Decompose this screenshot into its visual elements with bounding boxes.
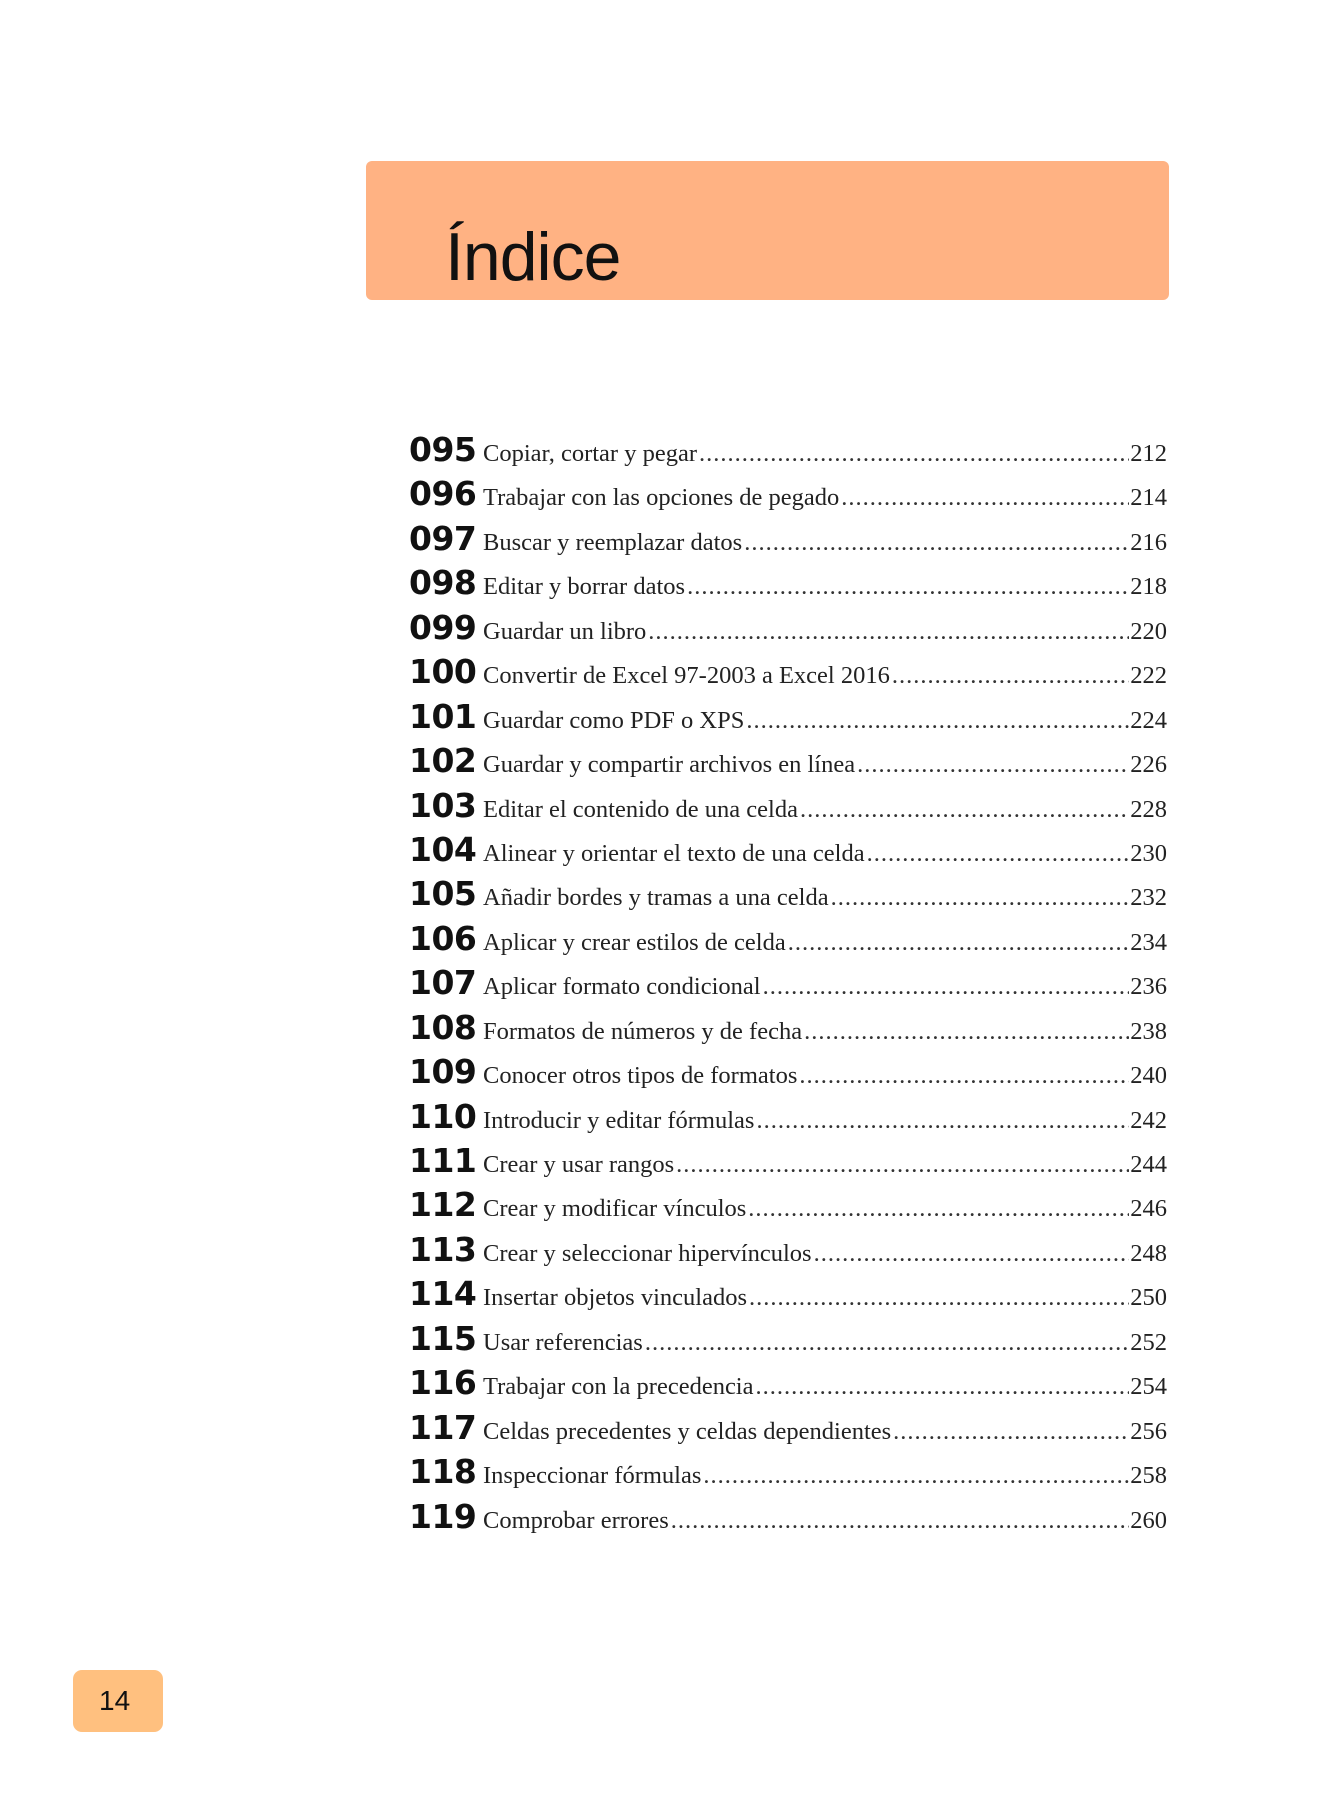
toc-dot-leader <box>804 1018 1129 1046</box>
toc-entry-title: Trabajar con las opciones de pegado <box>483 484 840 512</box>
toc-entry[interactable] <box>409 563 1167 607</box>
toc-entry[interactable] <box>409 1363 1167 1407</box>
toc-entry-page: 242 <box>1130 1106 1167 1134</box>
toc-dot-leader <box>748 1195 1129 1223</box>
toc-entry-page: 216 <box>1130 528 1167 556</box>
toc-entry-title: Celdas precedentes y celdas dependientes <box>483 1417 892 1445</box>
toc-entry-number: 104 <box>409 829 477 869</box>
toc-entry-page: 260 <box>1130 1506 1167 1534</box>
toc-entry[interactable] <box>409 474 1167 518</box>
toc-dot-leader <box>814 1240 1130 1268</box>
toc-entry-number: 106 <box>409 918 477 958</box>
toc-entry[interactable] <box>409 1408 1167 1452</box>
toc-dot-leader <box>676 1151 1129 1179</box>
toc-entry-title: Editar el contenido de una celda <box>483 795 798 823</box>
toc-entry-page: 214 <box>1130 484 1167 512</box>
toc-entry[interactable] <box>409 1274 1167 1318</box>
toc-entry[interactable] <box>409 830 1167 874</box>
toc-dot-leader <box>749 1284 1129 1312</box>
toc-entry[interactable] <box>409 963 1167 1007</box>
toc-dot-leader <box>892 662 1129 690</box>
toc-entry-page: 230 <box>1130 839 1167 867</box>
toc-entry-title: Comprobar errores <box>483 1506 669 1534</box>
toc-dot-leader <box>645 1329 1129 1357</box>
toc-entry-page: 234 <box>1130 928 1167 956</box>
toc-entry-title: Aplicar formato condicional <box>483 973 761 1001</box>
toc-entry-title: Crear y usar rangos <box>483 1151 675 1178</box>
toc-entry[interactable] <box>409 697 1167 741</box>
toc-entry-number: 101 <box>409 696 477 736</box>
toc-entry-title: Convertir de Excel 97-2003 a Excel 2016 <box>483 662 890 690</box>
toc-entry-title: Copiar, cortar y pegar <box>483 440 697 467</box>
toc-entry-title: Insertar objetos vinculados <box>483 1284 747 1312</box>
toc-entry-title: Guardar como PDF o XPS <box>483 706 745 734</box>
toc-entry-title: Formatos de números y de fecha <box>483 1017 803 1045</box>
toc-entry[interactable] <box>409 1497 1167 1541</box>
toc-dot-leader <box>841 484 1129 512</box>
toc-entry-page: 256 <box>1130 1417 1167 1445</box>
toc-entry-page: 236 <box>1130 973 1167 1001</box>
header-banner <box>366 161 1169 300</box>
toc-entry-number: 108 <box>409 1007 477 1047</box>
toc-entry-number: 096 <box>409 474 477 514</box>
toc-entry-number: 117 <box>409 1407 477 1447</box>
toc-entry-page: 248 <box>1130 1239 1167 1267</box>
toc-entry-title: Buscar y reemplazar datos <box>483 528 743 556</box>
toc-entry[interactable] <box>409 1185 1167 1229</box>
toc-entry[interactable] <box>409 1097 1167 1141</box>
toc-entry-title: Editar y borrar datos <box>483 573 686 601</box>
toc-entry-number: 095 <box>409 430 477 469</box>
toc-dot-leader <box>800 796 1129 824</box>
toc-entry-page: 226 <box>1130 751 1167 779</box>
toc-entry-number: 111 <box>409 1141 477 1180</box>
toc-entry-title: Guardar y compartir archivos en línea <box>483 751 856 779</box>
toc-dot-leader <box>756 1373 1130 1401</box>
toc-entry[interactable] <box>409 741 1167 785</box>
toc-entry-page: 218 <box>1130 573 1167 601</box>
toc-entry-page: 222 <box>1130 662 1167 690</box>
toc-entry-page: 228 <box>1130 795 1167 823</box>
toc-entry[interactable] <box>409 652 1167 696</box>
toc-entry-title: Alinear y orientar el texto de una celda <box>483 839 865 867</box>
toc-entry[interactable] <box>409 1052 1167 1096</box>
page-title: Índice <box>445 219 621 295</box>
toc-entry[interactable] <box>409 1319 1167 1363</box>
toc-dot-leader <box>744 529 1129 557</box>
toc-entry-page: 240 <box>1130 1062 1167 1090</box>
page-number-tab <box>73 1670 163 1732</box>
toc-entry-page: 250 <box>1130 1284 1167 1312</box>
toc-entry-number: 118 <box>409 1452 477 1492</box>
toc-entry-number: 109 <box>409 1052 477 1092</box>
toc-entry-title: Inspeccionar fórmulas <box>483 1462 702 1490</box>
toc-dot-leader <box>763 973 1130 1001</box>
toc-dot-leader <box>671 1507 1130 1535</box>
toc-dot-leader <box>756 1107 1129 1135</box>
toc-entry-number: 107 <box>409 963 477 1003</box>
toc-dot-leader <box>788 929 1130 957</box>
toc-entry-page: 232 <box>1130 884 1167 912</box>
toc-entry-number: 098 <box>409 563 477 603</box>
toc-dot-leader <box>699 440 1129 468</box>
toc-entry[interactable] <box>409 608 1167 652</box>
toc-dot-leader <box>799 1062 1129 1090</box>
toc-entry-page: 252 <box>1130 1328 1167 1356</box>
toc-entry[interactable] <box>409 1008 1167 1052</box>
toc-dot-leader <box>857 751 1129 779</box>
toc-dot-leader <box>867 840 1130 868</box>
toc-dot-leader <box>703 1462 1129 1490</box>
toc-entry-title: Usar referencias <box>483 1328 643 1356</box>
toc-entry-page: 246 <box>1130 1195 1167 1223</box>
toc-entry-page: 244 <box>1130 1151 1167 1178</box>
toc-entry[interactable] <box>409 786 1167 830</box>
toc-entry[interactable] <box>409 430 1167 474</box>
toc-entry-number: 115 <box>409 1318 477 1358</box>
toc-entry-number: 113 <box>409 1229 477 1269</box>
toc-entry-title: Introducir y editar fórmulas <box>483 1106 755 1134</box>
toc-dot-leader <box>893 1418 1129 1446</box>
toc-entry-number: 097 <box>409 518 477 558</box>
toc-entry-number: 114 <box>409 1274 477 1314</box>
toc-entry-number: 110 <box>409 1096 477 1136</box>
toc-entry[interactable] <box>409 519 1167 563</box>
toc-entry-number: 119 <box>409 1496 477 1536</box>
toc-entry-title: Guardar un libro <box>483 617 647 645</box>
toc-entry-number: 102 <box>409 741 477 781</box>
toc-entry[interactable] <box>409 919 1167 963</box>
toc-entry-page: 258 <box>1130 1462 1167 1490</box>
toc-entry-title: Trabajar con la precedencia <box>483 1373 754 1401</box>
toc-entry-number: 099 <box>409 607 477 647</box>
toc-entry-title: Añadir bordes y tramas a una celda <box>483 884 829 912</box>
toc-entry-number: 103 <box>409 785 477 825</box>
toc-entry-page: 212 <box>1130 440 1167 467</box>
toc-dot-leader <box>687 573 1129 601</box>
table-of-contents <box>409 430 1167 1541</box>
toc-entry[interactable] <box>409 1452 1167 1496</box>
toc-dot-leader <box>746 707 1129 735</box>
toc-entry[interactable] <box>409 1230 1167 1274</box>
toc-dot-leader <box>648 618 1129 646</box>
toc-entry[interactable] <box>409 1141 1167 1185</box>
toc-entry-title: Crear y seleccionar hipervínculos <box>483 1239 812 1267</box>
page-number: 14 <box>99 1685 131 1716</box>
toc-entry-page: 220 <box>1130 617 1167 645</box>
toc-entry-page: 254 <box>1130 1373 1167 1401</box>
toc-entry[interactable] <box>409 874 1167 918</box>
toc-entry-number: 112 <box>409 1185 477 1225</box>
toc-entry-page: 238 <box>1130 1017 1167 1045</box>
toc-entry-title: Aplicar y crear estilos de celda <box>483 928 786 956</box>
toc-entry-number: 100 <box>409 652 477 692</box>
toc-dot-leader <box>831 884 1130 912</box>
toc-entry-title: Conocer otros tipos de formatos <box>483 1062 798 1090</box>
toc-entry-number: 105 <box>409 874 477 914</box>
toc-entry-title: Crear y modificar vínculos <box>483 1195 747 1223</box>
toc-entry-page: 224 <box>1130 706 1167 734</box>
toc-entry-number: 116 <box>409 1363 477 1403</box>
